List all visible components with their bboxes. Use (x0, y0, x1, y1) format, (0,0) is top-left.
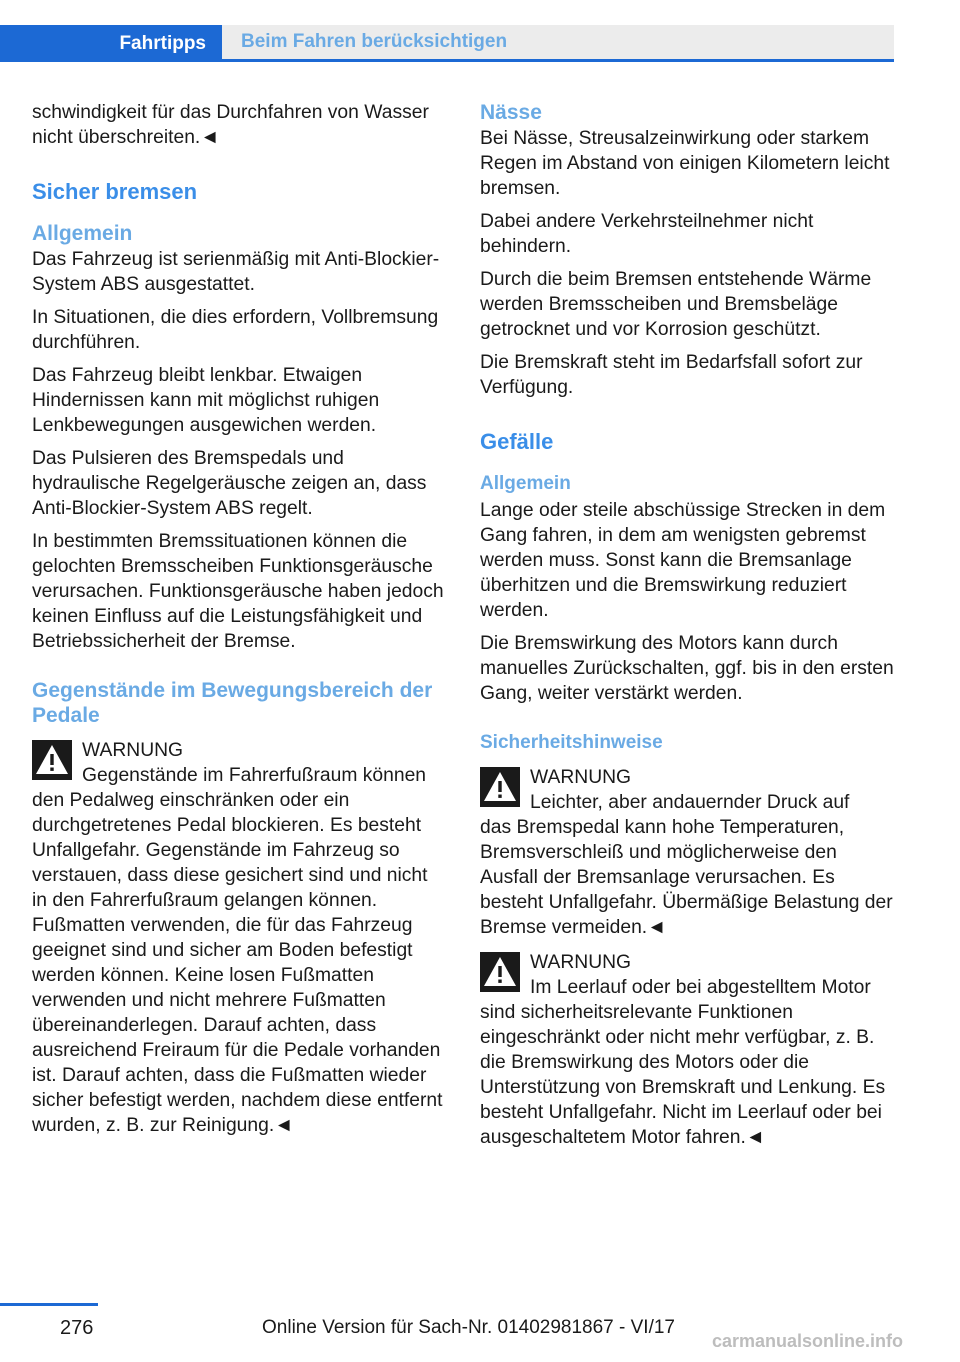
paragraph: Bei Nässe, Streusalzeinwirkung oder starkem Regen im Abstand von einigen Kilometern leicht bremsen. (480, 128, 890, 199)
paragraph: In bestimmten Bremssituationen können die gelochten Bremsscheiben Funktionsgeräusche verursachen. Funktionsgeräusche haben jedoch keinen Einfluss auf die Leistungsfähigkeit und Betriebssicherheit der Bremse. (32, 531, 444, 652)
heading-gefaelle: Gefälle (480, 429, 554, 454)
paragraph: In Situationen, die dies erfordern, Vollbremsung durchführen. (32, 307, 439, 353)
warning-text: das Bremspedal kann hohe Temperaturen, Bremsverschleiß und möglicherweise den Ausfall der Bremsanlage verursachen. Es besteht Unfallgefahr. Übermäßige Belastung der Bremse vermeiden.◄ (480, 817, 893, 938)
footer-rule (0, 1303, 98, 1306)
paragraph: Lange oder steile abschüssige Strecken in dem Gang fahren, in dem am wenigsten gebremst werden muss. Sonst kann die Bremsanlage überhitzen und die Bremswirkung reduziert werden. (480, 500, 886, 621)
subheading-allgemein: Allgemein (480, 473, 571, 494)
warning-label: WARNUNG (530, 767, 632, 788)
warning-text-first: Im Leerlauf oder bei abgestelltem Motor (530, 977, 871, 998)
right-column (480, 100, 894, 1158)
paragraph: Das Fahrzeug bleibt lenkbar. Etwaigen Hindernissen kann mit möglichst ruhigen Lenkbewegungen ausgewichen werden. (32, 365, 380, 436)
warning-text-first: Gegenstände im Fahrerfußraum können (82, 765, 427, 786)
warning-text: sind sicherheitsrelevante Funktionen eingeschränkt oder nicht mehr verfügbar, z. B. die Bremswirkung des Motors oder die Unterstützung von Bremskraft und Lenkung. Es besteht Unfallgefahr. Nicht im Leerlauf oder bei ausgeschaltetem Motor fahren.◄ (480, 1002, 886, 1148)
warning-triangle-icon (480, 952, 520, 992)
warning-text-first: Leichter, aber andauernder Druck auf (530, 792, 850, 813)
paragraph: Dabei andere Verkehrsteilnehmer nicht behindern. (480, 211, 814, 257)
header-rule (222, 59, 894, 62)
subheading-allgemein: Allgemein (32, 222, 133, 245)
subheading-sicherheitshinweise: Sicherheitshinweise (480, 732, 663, 753)
online-version-note: Online Version für Sach-Nr. 01402981867 - VI/17 (262, 1317, 675, 1338)
subheading-naesse: Nässe (480, 101, 542, 124)
warning-label: WARNUNG (530, 952, 632, 973)
section-tab[interactable] (222, 25, 894, 59)
watermark: carmanualsonline.info (712, 1331, 904, 1351)
warning-block (480, 765, 894, 940)
warning-text: den Pedalweg einschränken oder ein durchgetretenes Pedal blockieren. Es besteht Unfallgefahr. Gegenstände im Fahrzeug so verstauen, dass diese gesichert sind und nicht in den Fahrerfußraum gelangen können. Fußmatten verwenden, die für das Fahrzeug geeignet sind und sicher am Boden befestigt werden können. Keine losen Fußmatten verwenden und nicht mehrere Fußmatten übereinanderlegen. Darauf achten, dass ausreichend Freiraum für die Pedale vorhanden ist. Darauf achten, dass die Fußmatten wieder sicher befestigt werden, nachdem diese entfernt wurden, z. B. zur Reinigung.◄ (32, 790, 443, 1136)
chapter-tab[interactable] (0, 25, 222, 62)
paragraph: Das Pulsieren des Bremspedals und hydraulische Regelgeräusche zeigen an, dass Anti-Blockier-System ABS regelt. (32, 448, 427, 519)
left-column (32, 100, 446, 1146)
warning-label: WARNUNG (82, 740, 184, 761)
paragraph: Das Fahrzeug ist serienmäßig mit Anti-Blockier-System ABS ausgestattet. (32, 249, 440, 295)
paragraph: Durch die beim Bremsen entstehende Wärme werden Bremsscheiben und Bremsbeläge getrocknet und vor Korrosion geschützt. (480, 269, 872, 340)
warning-block (480, 950, 894, 1150)
warning-triangle-icon (480, 767, 520, 807)
page-header (0, 0, 960, 62)
heading-sicher-bremsen: Sicher bremsen (32, 179, 198, 204)
continued-paragraph: schwindigkeit für das Durchfahren von Wasser nicht überschreiten.◄ (32, 102, 429, 148)
section-label: Beim Fahren berücksichtigen (241, 31, 508, 52)
paragraph: Die Bremswirkung des Motors kann durch manuelles Zurückschalten, ggf. bis in den ersten Gang, weiter verstärkt werden. (480, 633, 894, 704)
warning-block (32, 738, 446, 1138)
paragraph: Die Bremskraft steht im Bedarfsfall sofort zur Verfügung. (480, 352, 863, 398)
warning-triangle-icon (32, 740, 72, 780)
subheading-gegenstaende: Gegenstände im Bewegungsbereich der Pedale (32, 679, 433, 727)
chapter-label: Fahrtipps (119, 32, 206, 54)
page-number: 276 (60, 1317, 94, 1339)
